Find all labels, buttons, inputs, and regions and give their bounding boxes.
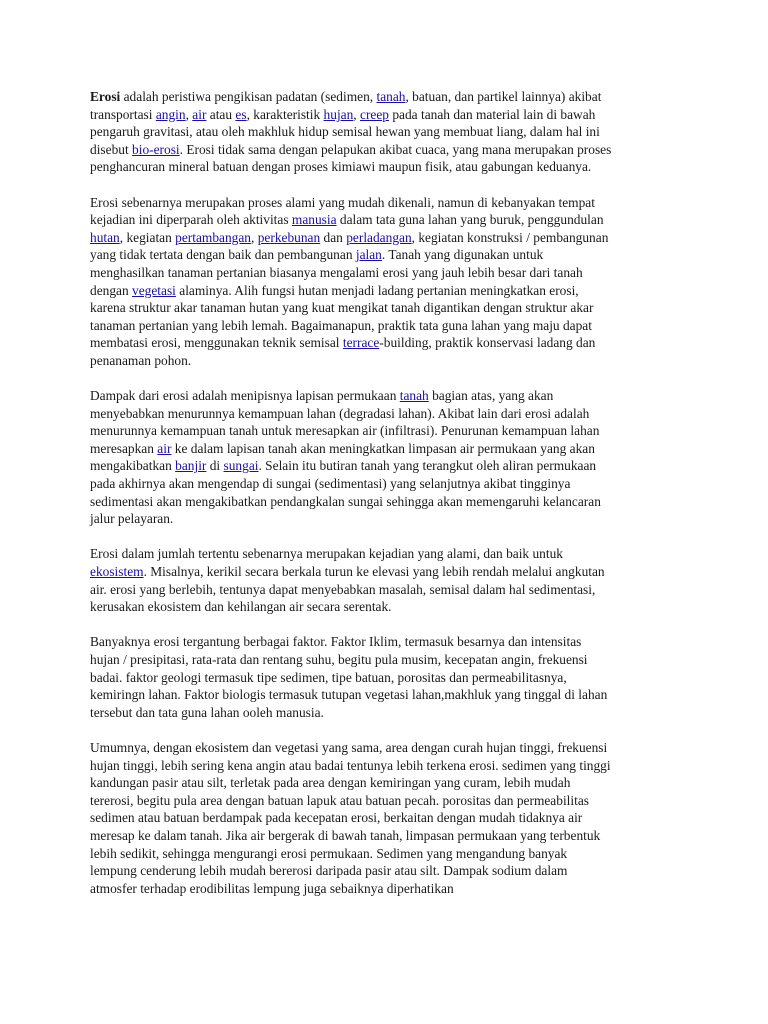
text-run: pada tanah dan material lain di bawah: [389, 106, 596, 122]
text-run: penanaman pohon.: [90, 352, 192, 368]
text-line: [90, 422, 690, 440]
text-line: [90, 686, 690, 704]
text-run: menghasilkan tanaman pertanian biasanya mengalami erosi yang jauh lebih besar dari tanah: [90, 264, 583, 280]
text-run: . Erosi tidak sama dengan pelapukan akibat cuaca, yang mana merupakan proses: [179, 141, 612, 157]
text-line: [90, 792, 690, 810]
text-line: [90, 299, 690, 317]
paragraph-6: [90, 739, 690, 897]
text-line: [90, 510, 690, 528]
text-run: , kegiatan: [119, 229, 176, 245]
text-run: transportasi: [90, 106, 156, 122]
wiki-link[interactable]: manusia: [291, 212, 337, 228]
wiki-link[interactable]: perladangan: [346, 229, 412, 245]
text-line: [90, 809, 690, 827]
wiki-link[interactable]: tanah: [399, 388, 429, 404]
text-line: [90, 88, 690, 106]
text-line: [90, 123, 690, 141]
text-run: yang tidak tertata dengan baik dan pembangunan: [90, 247, 356, 263]
text-run: hujan tinggi, lebih sering kena angin atau badai tentunya lebih terkena erosi. sedimen yang tinggi: [90, 757, 611, 773]
text-run: membatasi erosi, menggunakan teknik semisal: [90, 335, 343, 351]
text-run: tererosi, begitu pula area dengan batuan lapuk atau batuan pecah. porositas dan permeabilitas: [90, 792, 589, 808]
text-run: meresapkan: [90, 440, 158, 456]
text-run: kandungan pasir atau silt, terletak pada area dengan kemiringan yang curam, lebih mudah: [90, 775, 571, 791]
bold-term: Erosi: [90, 89, 121, 104]
text-line: [90, 141, 690, 159]
wiki-link[interactable]: tanah: [376, 89, 406, 104]
text-line: [90, 545, 690, 563]
text-run: kejadian ini diperparah oleh aktivitas: [90, 212, 292, 228]
wiki-link[interactable]: bio-erosi: [132, 141, 180, 157]
text-run: adalah peristiwa pengikisan padatan (sedimen,: [120, 89, 377, 104]
text-line: [90, 651, 690, 669]
text-line: [90, 229, 690, 247]
text-run: jalur pelayaran.: [90, 511, 174, 527]
text-line: [90, 563, 690, 581]
text-run: Erosi dalam jumlah tertentu sebenarnya merupakan kejadian yang alami, dan baik untuk: [90, 546, 563, 562]
text-line: [90, 457, 690, 475]
paragraph-2: [90, 194, 690, 370]
text-line: [90, 334, 690, 352]
text-run: sedimen atau batuan berdampak pada kecepatan erosi, berkaitan dengan mudah tidaknya air: [90, 810, 583, 826]
wiki-link[interactable]: air: [192, 106, 207, 122]
text-line: [90, 246, 690, 264]
text-run: di: [206, 458, 224, 474]
text-run: dan: [320, 229, 347, 245]
wiki-link[interactable]: pertambangan: [175, 229, 252, 245]
text-run: karena struktur akar tanaman hutan yang kuat mengikat tanah digantikan dengan struktur akar: [90, 300, 594, 316]
text-line: [90, 211, 690, 229]
text-line: [90, 405, 690, 423]
text-run: lebih sedikit, sehingga mengurangi erosi permukaan. Sedimen yang mengandung banyak: [90, 845, 568, 861]
text-run: Banyaknya erosi tergantung berbagai faktor. Faktor Iklim, termasuk besarnya dan intensitas: [90, 634, 582, 650]
text-run: menyebabkan menurunnya kemampuan lahan (degradasi lahan). Akibat lain dari erosi adalah: [90, 405, 590, 421]
text-run: bagian atas, yang akan: [428, 388, 554, 404]
text-run: atau: [206, 106, 236, 122]
text-line: [90, 475, 690, 493]
text-line: [90, 669, 690, 687]
wiki-link[interactable]: es: [235, 106, 247, 122]
text-line: [90, 317, 690, 335]
text-line: [90, 827, 690, 845]
text-line: [90, 880, 690, 898]
text-line: [90, 352, 690, 370]
text-run: mengakibatkan: [90, 458, 176, 474]
text-line: [90, 598, 690, 616]
text-run: hujan / presipitasi, rata-rata dan rentang suhu, begitu pula musim, kecepatan angin, frekuensi: [90, 652, 588, 667]
paragraph-5: [90, 633, 690, 721]
text-line: [90, 493, 690, 511]
text-run: dengan: [90, 282, 133, 298]
text-run: penghancuran mineral batuan dengan proses kimiawi maupun fisik, atau gabungan keduanya.: [90, 159, 592, 175]
text-line: [90, 757, 690, 775]
text-run: tanaman pertanian yang lebih lemah. Bagaimanapun, praktik tata guna lahan yang maju dapat: [90, 317, 592, 333]
text-line: [90, 739, 690, 757]
text-run: atmosfer terhadap erodibilitas lempung juga sebaiknya diperhatikan: [90, 880, 454, 896]
wiki-link[interactable]: vegetasi: [132, 282, 176, 298]
wiki-link[interactable]: angin: [155, 106, 186, 122]
text-run: , batuan, dan partikel lainnya) akibat: [405, 89, 602, 104]
text-run: tersebut dan tata guna lahan ooleh manusia.: [90, 704, 324, 720]
wiki-link[interactable]: hutan: [90, 229, 120, 245]
text-run: , kegiatan konstruksi / pembangunan: [411, 229, 609, 245]
text-line: [90, 387, 690, 405]
wiki-link[interactable]: terrace: [342, 335, 380, 351]
text-run: disebut: [90, 141, 133, 157]
paragraph-4: [90, 545, 690, 615]
text-run: alaminya. Alih fungsi hutan menjadi ladang pertanian meningkatkan erosi,: [175, 282, 579, 298]
text-line: [90, 106, 690, 124]
wiki-link[interactable]: sungai: [223, 458, 259, 474]
text-line: [90, 440, 690, 458]
article-body: [90, 88, 690, 915]
text-line: [90, 194, 690, 212]
text-line: [90, 264, 690, 282]
text-run: , karakteristik: [246, 106, 324, 122]
text-line: [90, 158, 690, 176]
text-run: ke dalam lapisan tanah akan meningkatkan limpasan air permukaan yang akan: [171, 440, 595, 456]
text-run: . Tanah yang digunakan untuk: [381, 247, 544, 263]
text-run: meresap ke dalam tanah. Jika air bergerak di bawah tanah, limpasan permukaan yang terbentuk: [90, 827, 601, 843]
text-run: kerusakan ekosistem dan kehilangan air secara serentak.: [90, 599, 392, 615]
text-run: badai. faktor geologi termasuk tipe sedimen, tipe batuan, porositas dan permeabilitasnya,: [90, 669, 567, 685]
text-run: Erosi sebenarnya merupakan proses alami yang mudah dikenali, namun di kebanyakan tempat: [90, 194, 595, 210]
wiki-link[interactable]: creep: [360, 106, 389, 122]
text-run: ,: [185, 106, 193, 122]
text-run: lempung cenderung lebih mudah bererosi daripada pasir atau silt. Dampak sodium dalam: [90, 863, 568, 879]
wiki-link[interactable]: perkebunan: [257, 229, 321, 245]
text-run: -building, praktik konservasi ladang dan: [379, 335, 596, 351]
text-run: Umumnya, dengan ekosistem dan vegetasi yang sama, area dengan curah hujan tinggi, frekuensi: [90, 739, 608, 755]
text-line: [90, 282, 690, 300]
wiki-link[interactable]: banjir: [175, 458, 207, 474]
text-run: . Selain itu butiran tanah yang terangkut oleh aliran permukaan: [258, 458, 597, 474]
wiki-link[interactable]: hujan: [323, 106, 354, 122]
wiki-link[interactable]: jalan: [355, 247, 382, 263]
paragraph-1: [90, 88, 690, 176]
text-run: ,: [251, 229, 258, 245]
text-line: [90, 845, 690, 863]
text-line: [90, 704, 690, 722]
wiki-link[interactable]: air: [157, 440, 172, 456]
text-run: dalam tata guna lahan yang buruk, penggundulan: [336, 212, 604, 228]
text-run: . Misalnya, kerikil secara berkala turun ke elevasi yang lebih rendah melalui angkutan: [143, 564, 605, 580]
text-line: [90, 633, 690, 651]
text-run: sedimentasi akan mengakibatkan pendangkalan sungai sehingga akan memengaruhi kelancaran: [90, 493, 601, 509]
wiki-link[interactable]: ekosistem: [90, 564, 144, 580]
text-run: air. erosi yang berlebih, tentunya dapat menyebabkan masalah, semisal dalam hal sedimentasi,: [90, 581, 596, 597]
text-line: [90, 862, 690, 880]
text-run: Dampak dari erosi adalah menipisnya lapisan permukaan: [90, 388, 400, 404]
text-run: menurunnya kemampuan tanah untuk meresapkan air (infiltrasi). Penurunan kemampuan lahan: [90, 423, 600, 439]
text-run: ,: [353, 106, 360, 122]
text-run: kemiringn lahan. Faktor biologis termasuk tutupan vegetasi lahan,makhluk yang tinggal di lahan: [90, 687, 608, 703]
text-line: [90, 774, 690, 792]
text-run: pada akhirnya akan mengendap di sungai (sedimentasi) yang selanjutnya akibat tingginya: [90, 476, 571, 492]
text-run: pengaruh gravitasi, atau oleh makhluk hidup semisal hewan yang membuat liang, dalam hal ini: [90, 124, 600, 140]
text-line: [90, 581, 690, 599]
paragraph-3: [90, 387, 690, 528]
